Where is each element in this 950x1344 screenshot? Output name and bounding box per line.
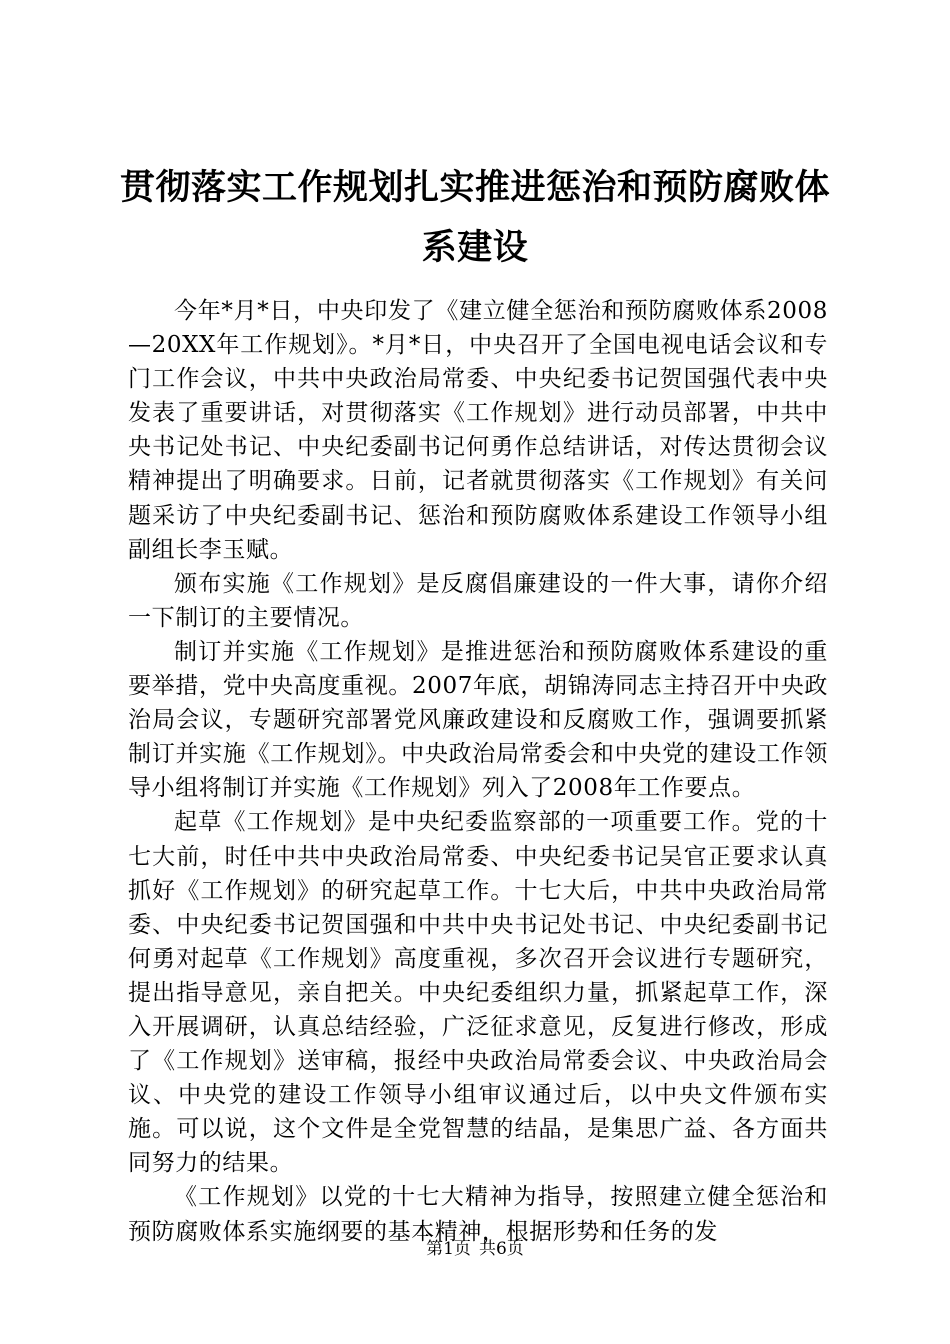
page-total: 共6页 [479,1239,524,1259]
body-paragraph: 颁布实施《工作规划》是反腐倡廉建设的一件大事，请你介绍一下制订的主要情况。 [128,570,828,631]
document-body [128,294,828,1249]
page-number: 第1页 [426,1239,471,1259]
body-paragraph: 今年*月*日，中央印发了《建立健全惩治和预防腐败体系2008—20XX年工作规划》。*月*日，中央召开了全国电视电话会议和专门工作会议，中共中央政治局常委、中央纪委书记贺国强代表中央发表了重要讲话，对贯彻落实《工作规划》进行动员部署，中共中央书记处书记、中央纪委副书记何勇作总结讲话，对传达贯彻会议精神提出了明确要求。日前，记者就贯彻落实《工作规划》有关问题采访了中央纪委副书记、惩治和预防腐败体系建设工作领导小组副组长李玉赋。 [128,298,828,563]
body-paragraph: 制订并实施《工作规划》是推进惩治和预防腐败体系建设的重要举措，党中央高度重视。2007年底，胡锦涛同志主持召开中央政治局会议，专题研究部署党风廉政建设和反腐败工作，强调要抓紧制订并实施《工作规划》。中央政治局常委会和中央党的建设工作领导小组将制订并实施《工作规划》列入了2008年工作要点。 [128,638,828,802]
page-footer [0,1238,950,1260]
body-paragraph: 《工作规划》以党的十七大精神为指导，按照建立健全惩治和预防腐败体系实施纲要的基本精神，根据形势和任务的发 [128,1184,828,1245]
document-title: 贯彻落实工作规划扎实推进惩治和预防腐败体系建设 [120,167,831,268]
body-paragraph: 起草《工作规划》是中央纪委监察部的一项重要工作。党的十七大前，时任中共中央政治局常委、中央纪委书记吴官正要求认真抓好《工作规划》的研究起草工作。十七大后，中共中央政治局常委、中央纪委书记贺国强和中共中央书记处书记、中央纪委副书记何勇对起草《工作规划》高度重视，多次召开会议进行专题研究，提出指导意见，亲自把关。中央纪委组织力量，抓紧起草工作，深入开展调研，认真总结经验，广泛征求意见，反复进行修改，形成了《工作规划》送审稿，报经中央政治局常委会议、中央政治局会议、中央党的建设工作领导小组审议通过后，以中央文件颁布实施。可以说，这个文件是全党智慧的结晶，是集思广益、各方面共同努力的结果。 [128,809,828,1177]
